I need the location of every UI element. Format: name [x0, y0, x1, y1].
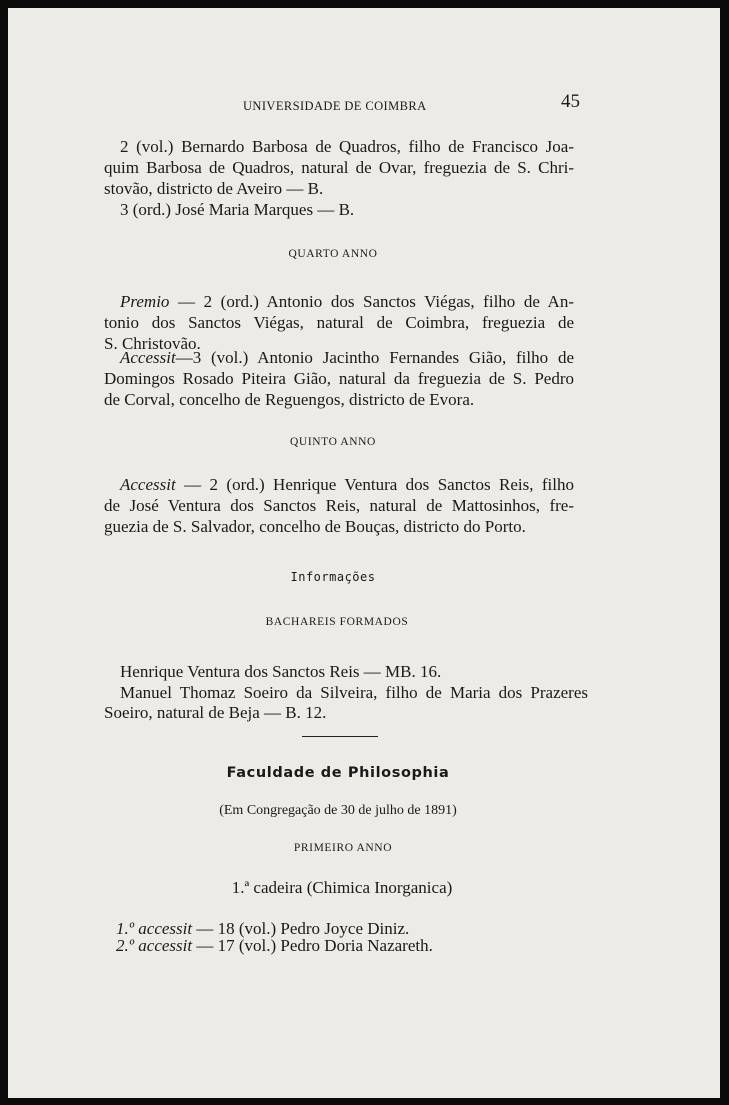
premio-label: Premio — [120, 292, 170, 311]
document-page — [8, 8, 720, 1098]
accessit-label: Accessit — [120, 475, 176, 494]
entry-line: de Corval, concelho de Reguengos, districto de Evora. — [104, 390, 475, 409]
page-number: 45 — [561, 91, 580, 112]
section-heading-quarto: QUARTO ANNO — [288, 248, 378, 260]
entry-line: Henrique Ventura dos Sanctos Reis — MB. 16. — [120, 662, 442, 681]
accessit-label: Accessit — [120, 348, 176, 367]
accessit-line — [120, 347, 574, 368]
section-subheading-bachareis: BACHAREIS FORMADOS — [265, 616, 409, 628]
premio-line — [120, 291, 574, 312]
entry-line: 3 (ord.) José Maria Marques — B. — [120, 200, 355, 219]
result-rank: 1.º accessit — [116, 919, 193, 938]
entry-line: 2 (vol.) Bernardo Barbosa de Quadros, filho de Francisco Joa- — [120, 137, 574, 156]
result-rank: 2.º accessit — [116, 936, 193, 955]
premio-text: — 2 (ord.) Antonio dos Sanctos Viégas, filho de An- — [169, 292, 574, 311]
entry-line: Soeiro, natural de Beja — B. 12. — [104, 703, 327, 722]
cadeira-heading: 1.ª cadeira (Chimica Inorganica) — [231, 878, 453, 897]
entry-line: Manuel Thomaz Soeiro da Silveira, filho de Maria dos Prazeres — [120, 683, 588, 702]
section-divider — [302, 736, 378, 737]
result-text: — 17 (vol.) Pedro Doria Nazareth. — [192, 936, 433, 955]
faculty-heading: Faculdade de Philosophia — [226, 765, 450, 781]
entry-line: stovão, districto de Aveiro — B. — [104, 179, 324, 198]
accessit-line — [120, 474, 574, 495]
section-heading-informacoes: Informações — [290, 570, 376, 584]
entry-line: tonio dos Sanctos Viégas, natural de Coimbra, freguezia de — [104, 313, 574, 332]
accessit-text: —3 (vol.) Antonio Jacintho Fernandes Gião, filho de — [175, 348, 574, 367]
running-title: UNIVERSIDADE DE COIMBRA — [243, 99, 427, 113]
section-heading-quinto: QUINTO ANNO — [290, 436, 376, 448]
entry-line: quim Barbosa de Quadros, natural de Ovar, freguezia de S. Chri- — [104, 158, 574, 177]
section-heading-primeiro: PRIMEIRO ANNO — [293, 842, 393, 854]
entry-line: de José Ventura dos Sanctos Reis, natural de Mattosinhos, fre- — [104, 496, 574, 515]
result-text: — 18 (vol.) Pedro Joyce Diniz. — [192, 919, 410, 938]
entry-line: S. Christovão. — [104, 334, 201, 353]
congregacao-line: (Em Congregação de 30 de julho de 1891) — [219, 803, 457, 818]
accessit-text: — 2 (ord.) Henrique Ventura dos Sanctos Reis, filho — [175, 475, 574, 494]
entry-line: guezia de S. Salvador, concelho de Bouças, districto do Porto. — [104, 517, 526, 536]
entry-line: Domingos Rosado Piteira Gião, natural da freguezia de S. Pedro — [104, 369, 574, 388]
result-row — [116, 935, 586, 956]
